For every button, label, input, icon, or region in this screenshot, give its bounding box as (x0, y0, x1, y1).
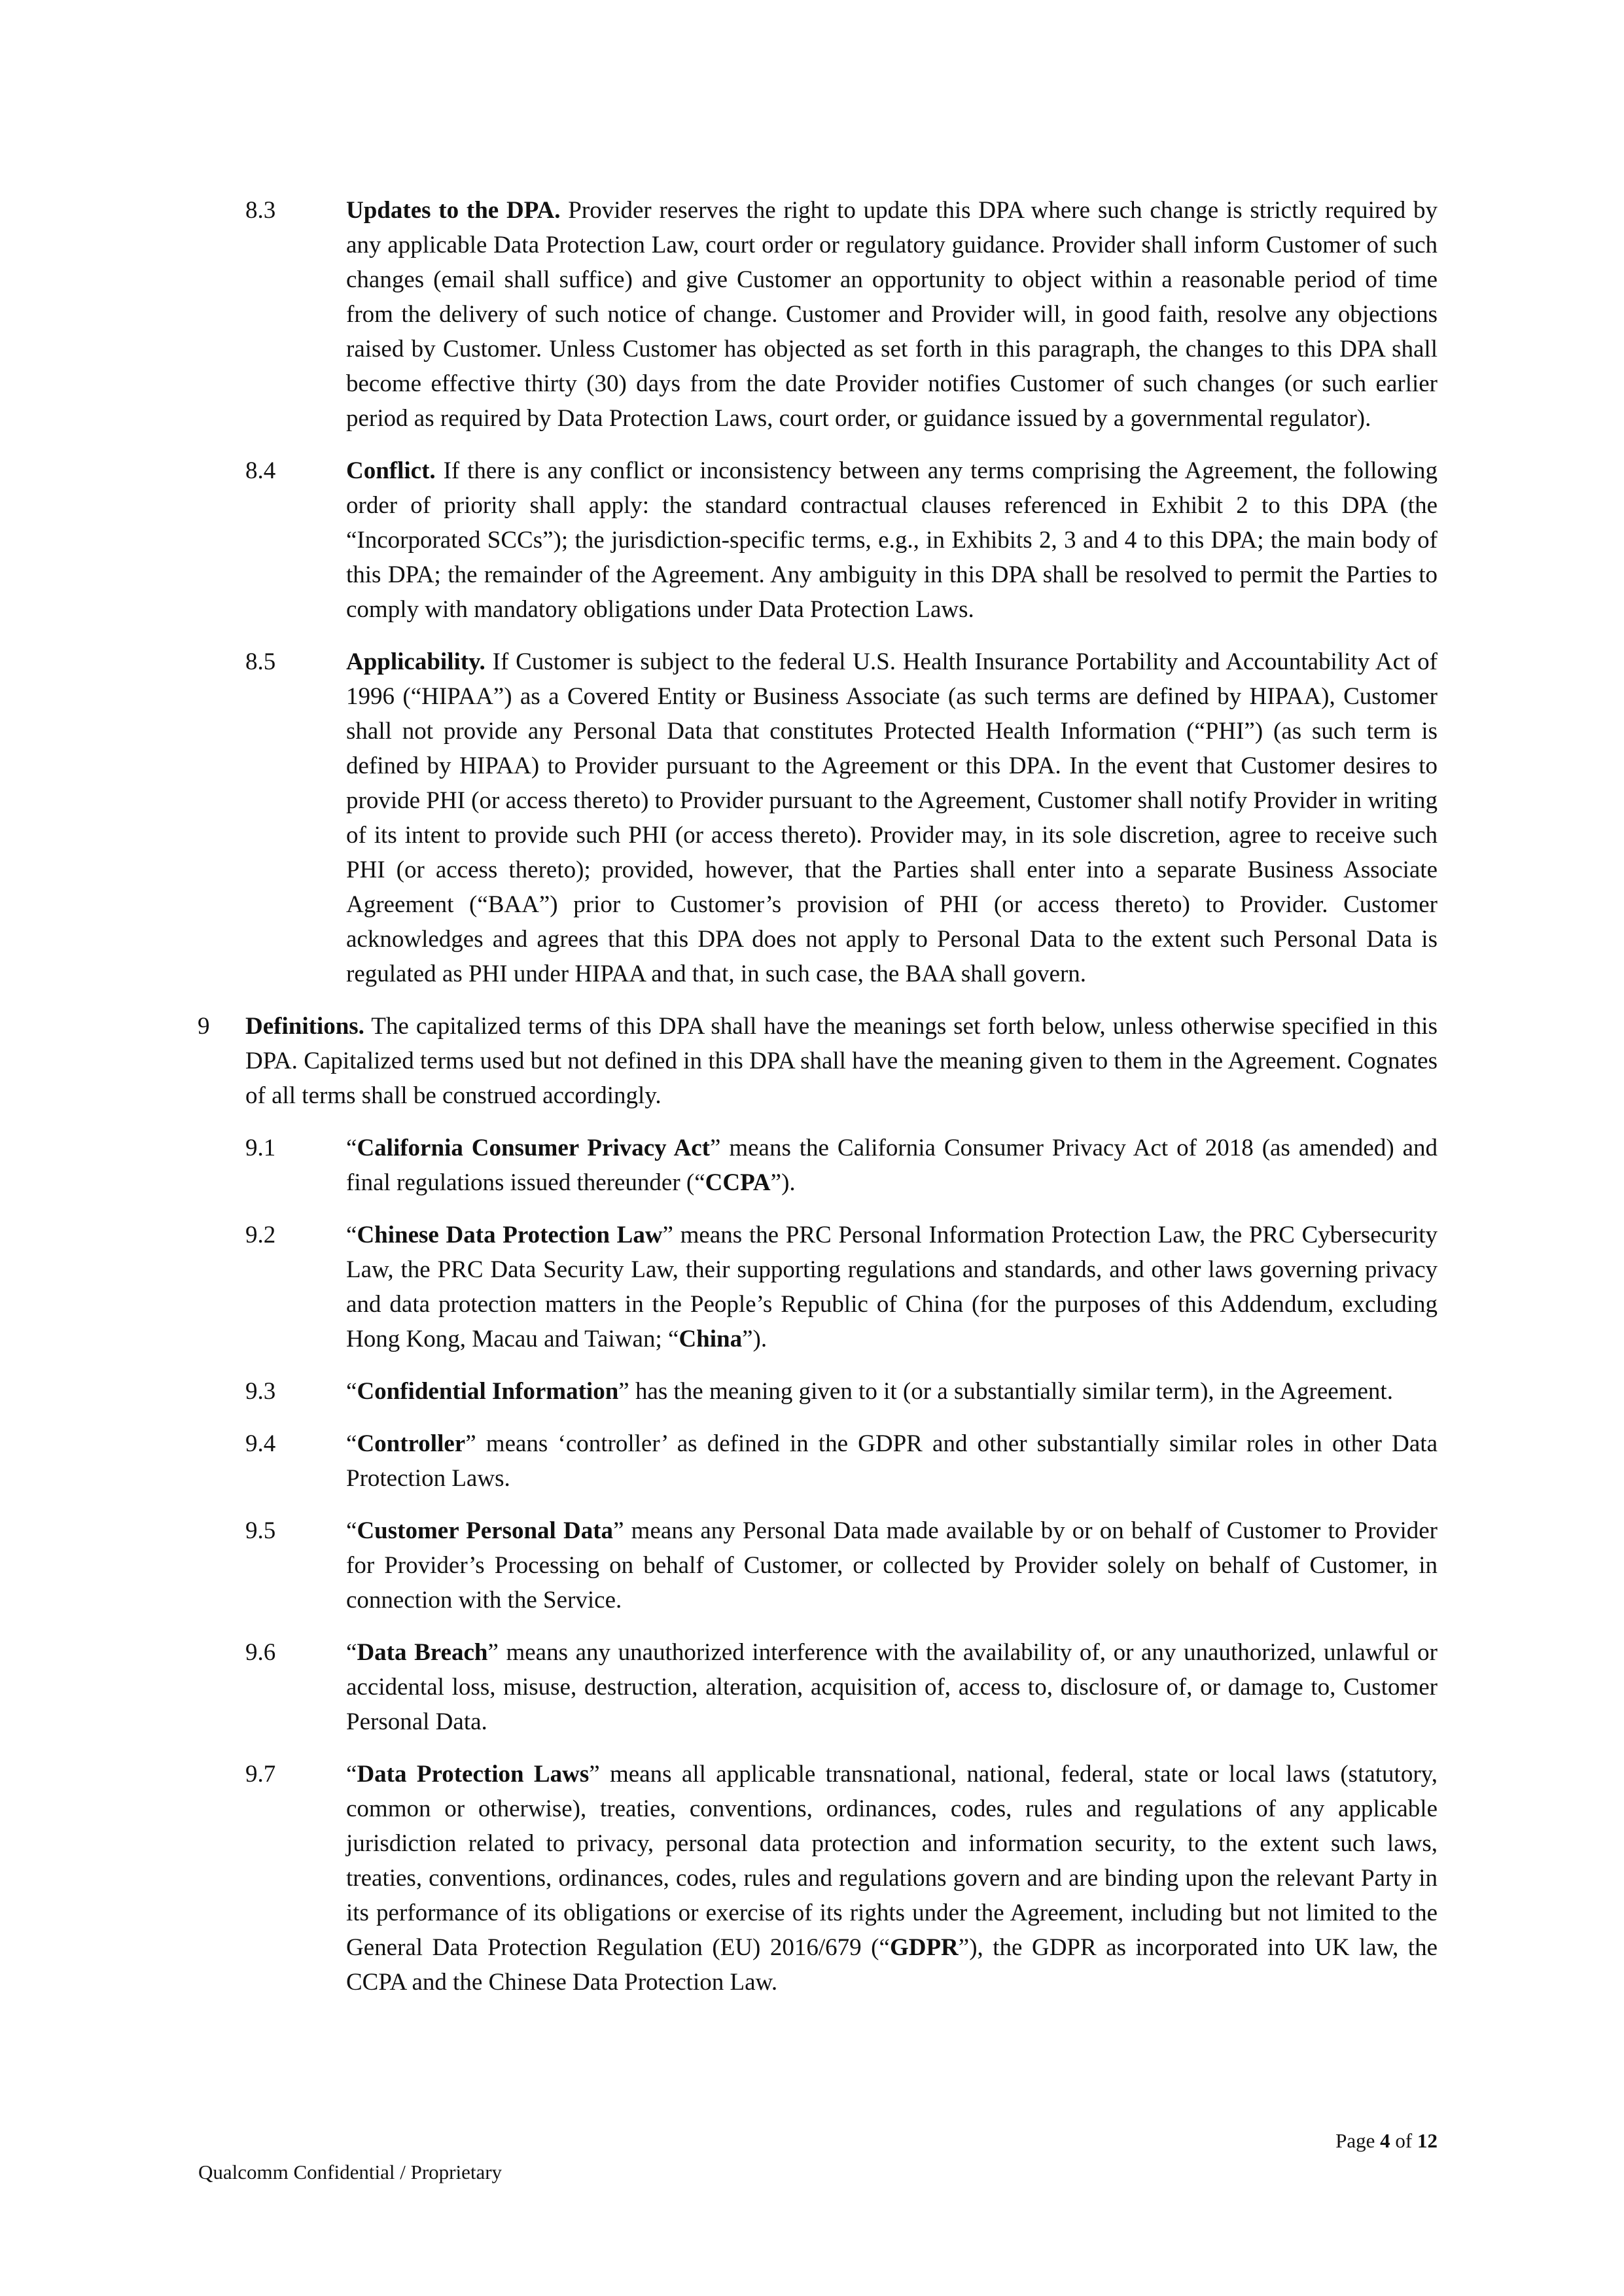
definition-9-6 (245, 1635, 1438, 1739)
definition-number: 9.1 (245, 1135, 276, 1161)
open-quote: “ (346, 1761, 357, 1788)
clause-8-5 (245, 645, 1438, 991)
definition-9-5 (245, 1513, 1438, 1617)
document-body (0, 193, 1624, 2017)
page-prefix: Page (1335, 2129, 1381, 2152)
definition-text: ” means ‘controller’ as defined in the GDPR and other substantially similar roles in other Data Protection Laws. (346, 1430, 1438, 1492)
section-heading: Definitions. (245, 1013, 364, 1040)
definition-9-7 (245, 1757, 1438, 2000)
clause-number: 8.3 (245, 197, 276, 224)
definition-number: 9.7 (245, 1761, 276, 1788)
definition-number: 9.6 (245, 1639, 276, 1666)
clause-heading: Applicability. (346, 648, 485, 675)
page-number (1335, 2128, 1438, 2154)
definition-text: ” means the California Consumer Privacy Act of 2018 (as amended) and final regulations issued thereunder (“ (346, 1135, 1438, 1196)
defined-term: California Consumer Privacy Act (357, 1135, 710, 1161)
clause-text: Provider reserves the right to update this DPA where such change is strictly required by any applicable Data Protection Law, court order or regulatory guidance. Provider shall inform Customer of such changes (email shall suffice) and give Customer an opportunity to object within a reasonable period of time from the delivery of such notice of change. Customer and Provider will, in good faith, resolve any objections raised by Customer. Unless Customer has objected as set forth in this paragraph, the changes to this DPA shall become effective thirty (30) days from the date Provider notifies Customer of such changes (or such earlier period as required by Data Protection Laws, court order, or guidance issued by a governmental regulator). (346, 197, 1438, 432)
definition-9-1 (245, 1131, 1438, 1200)
defined-term: Customer Personal Data (357, 1517, 614, 1544)
definition-text: ” means any Personal Data made available by or on behalf of Customer to Provider for Provider’s Processing on behalf of Customer, or collected by Provider solely on behalf of Customer, in connection with the Service. (346, 1517, 1438, 1614)
definition-end: ”), the GDPR as incorporated into UK law, the CCPA and the Chinese Data Protection Law. (346, 1934, 1438, 1996)
clause-8-4 (245, 453, 1438, 627)
clause-text: If Customer is subject to the federal U.S. Health Insurance Portability and Accountability Act of 1996 (“HIPAA”) as a Covered Entity or Business Associate (as such terms are defined by HIPAA), Customer shall not provide any Personal Data that constitutes Protected Health Information (“PHI”) (as such term is defined by HIPAA) to Provider pursuant to the Agreement or this DPA. In the event that Customer desires to provide PHI (or access thereto) to Provider pursuant to the Agreement, Customer shall notify Provider in writing of its intent to provide such PHI (or access thereto). Provider may, in its sole discretion, agree to receive such PHI (or access thereto); provided, however, that the Parties shall enter into a separate Business Associate Agreement (“BAA”) prior to Customer’s provision of PHI (or access thereto) to Provider. Customer acknowledges and agrees that this DPA does not apply to Personal Data to the extent such Personal Data is regulated as PHI under HIPAA and that, in such case, the BAA shall govern. (346, 648, 1438, 987)
clause-number: 8.4 (245, 457, 276, 484)
defined-alias: GDPR (889, 1934, 959, 1961)
definition-number: 9.3 (245, 1378, 276, 1405)
definition-end: ”). (742, 1326, 768, 1352)
open-quote: “ (346, 1135, 357, 1161)
clause-heading: Conflict. (346, 457, 436, 484)
definition-9-4 (245, 1426, 1438, 1496)
defined-term: Confidential Information (357, 1378, 619, 1405)
definition-number: 9.2 (245, 1222, 276, 1248)
section-number: 9 (198, 1013, 210, 1040)
defined-term: Controller (357, 1430, 466, 1457)
page-of: of (1390, 2129, 1417, 2152)
definition-text: ” means the PRC Personal Information Protection Law, the PRC Cybersecurity Law, the PRC Data Security Law, their supporting regulations and standards, and other laws governing privacy and data protection matters in the People’s Republic of China (for the purposes of this Addendum, excluding Hong Kong, Macau and Taiwan; “ (346, 1222, 1438, 1352)
definition-end: ”). (770, 1169, 796, 1196)
definition-number: 9.5 (245, 1517, 276, 1544)
defined-term: Chinese Data Protection Law (357, 1222, 663, 1248)
open-quote: “ (346, 1378, 357, 1405)
open-quote: “ (346, 1430, 357, 1457)
clause-text: If there is any conflict or inconsistency between any terms comprising the Agreement, the following order of priority shall apply: the standard contractual clauses referenced in Exhibit 2 to this DPA (the “Incorporated SCCs”); the jurisdiction-specific terms, e.g., in Exhibits 2, 3 and 4 to this DPA; the main body of this DPA; the remainder of the Agreement. Any ambiguity in this DPA shall be resolved to permit the Parties to comply with mandatory obligations under Data Protection Laws. (346, 457, 1438, 623)
definition-number: 9.4 (245, 1430, 276, 1457)
definition-9-3 (245, 1374, 1438, 1409)
definition-9-2 (245, 1218, 1438, 1356)
section-text: The capitalized terms of this DPA shall have the meanings set forth below, unless otherwise specified in this DPA. Capitalized terms used but not defined in this DPA shall have the meaning given to them in the Agreement. Cognates of all terms shall be construed accordingly. (245, 1013, 1438, 1109)
page-total: 12 (1417, 2129, 1438, 2152)
page-current: 4 (1380, 2129, 1390, 2152)
section-9-definitions (198, 1009, 1438, 1113)
confidentiality-footer: Qualcomm Confidential / Proprietary (198, 2161, 503, 2183)
clause-number: 8.5 (245, 648, 276, 675)
definition-text: ” has the meaning given to it (or a substantially similar term), in the Agreement. (618, 1378, 1393, 1405)
definition-text: ” means all applicable transnational, national, federal, state or local laws (statutory, common or otherwise), treaties, conventions, ordinances, codes, rules and regulations of any applicable jurisdiction related to privacy, personal data protection and information security, to the extent such laws, treaties, conventions, ordinances, codes, rules and regulations govern and are binding upon the relevant Party in its performance of its obligations or exercise of its rights under the Agreement, including but not limited to the General Data Protection Regulation (EU) 2016/679 (“ (346, 1761, 1438, 1961)
defined-term: Data Protection Laws (357, 1761, 590, 1788)
defined-alias: China (679, 1326, 743, 1352)
open-quote: “ (346, 1222, 357, 1248)
clause-heading: Updates to the DPA. (346, 197, 561, 224)
open-quote: “ (346, 1639, 357, 1666)
definition-text: ” means any unauthorized interference with the availability of, or any unauthorized, unlawful or accidental loss, misuse, destruction, alteration, acquisition of, access to, disclosure of, or damage to, Customer Personal Data. (346, 1639, 1438, 1735)
defined-alias: CCPA (705, 1169, 771, 1196)
clause-8-3 (245, 193, 1438, 436)
open-quote: “ (346, 1517, 357, 1544)
defined-term: Data Breach (357, 1639, 488, 1666)
